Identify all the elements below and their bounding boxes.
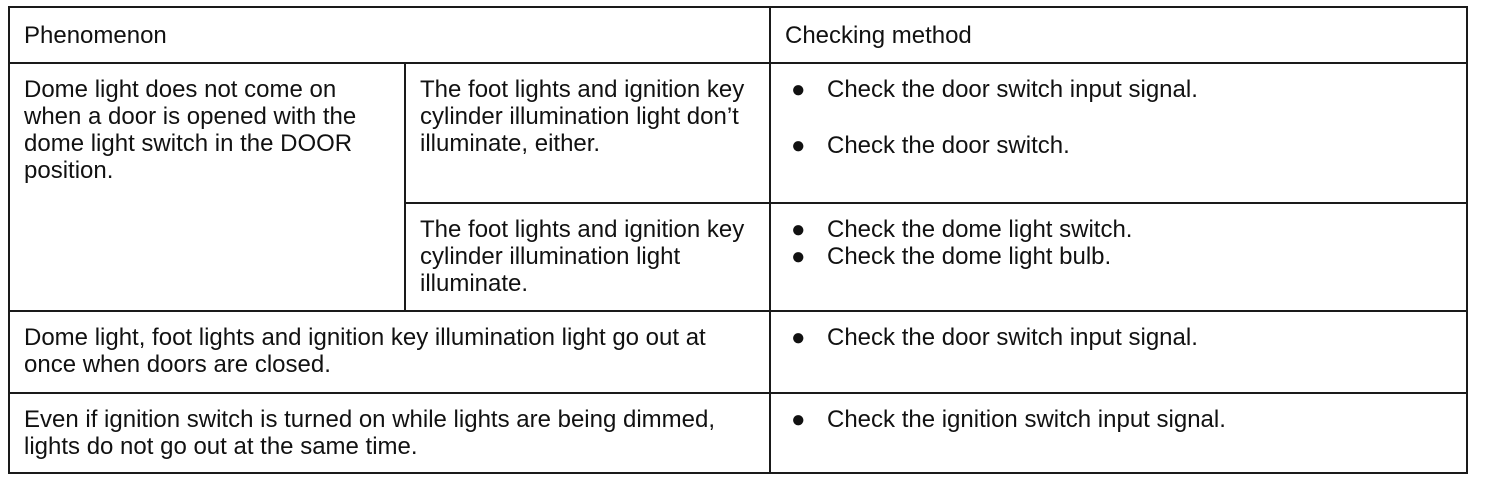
checks-list	[771, 64, 1466, 167]
table-row	[9, 63, 1467, 203]
check-text: Check the dome light switch.	[827, 216, 1133, 243]
table-row	[9, 311, 1467, 393]
phenomenon-text: Even if ignition switch is turned on while lights are being dimmed, lights do not go out at the same time.	[24, 406, 716, 460]
checks-cell	[770, 311, 1467, 393]
bullet-icon: ●	[791, 406, 806, 433]
list-item	[785, 216, 1452, 243]
check-text: Check the door switch.	[827, 132, 1070, 159]
list-item	[785, 406, 1452, 433]
checks-cell	[770, 393, 1467, 473]
table-row	[9, 393, 1467, 473]
header-checking-method-cell	[770, 7, 1467, 63]
list-item	[785, 324, 1452, 351]
check-text: Check the ignition switch input signal.	[827, 406, 1226, 433]
header-row	[9, 7, 1467, 63]
checks-cell	[770, 63, 1467, 203]
bullet-icon: ●	[791, 76, 806, 103]
list-item	[785, 243, 1452, 270]
list-item	[785, 76, 1452, 103]
check-text: Check the dome light bulb.	[827, 243, 1112, 270]
bullet-icon: ●	[791, 324, 806, 351]
checks-list	[771, 394, 1466, 441]
phenomenon-text: Dome light, foot lights and ignition key illumination light go out at once when doors are closed.	[24, 324, 706, 378]
phenomenon-text: Dome light does not come on when a door is opened with the dome light switch in the DOOR position.	[24, 76, 357, 184]
condition-text: The foot lights and ignition key cylinder illumination light illuminate.	[420, 216, 745, 297]
checks-list	[771, 312, 1466, 359]
bullet-icon: ●	[791, 216, 806, 243]
header-phenomenon-cell	[9, 7, 770, 63]
phenomenon-cell	[9, 311, 770, 393]
bullet-icon: ●	[791, 132, 806, 159]
header-checking-method: Checking method	[785, 22, 972, 49]
phenomenon-cell	[9, 393, 770, 473]
bullet-icon: ●	[791, 243, 806, 270]
phenomenon-cell	[9, 63, 405, 311]
condition-text: The foot lights and ignition key cylinder illumination light don’t illuminate, either.	[420, 76, 745, 157]
check-text: Check the door switch input signal.	[827, 324, 1198, 351]
checks-list	[771, 204, 1466, 278]
header-phenomenon: Phenomenon	[24, 22, 167, 49]
check-text: Check the door switch input signal.	[827, 76, 1198, 103]
condition-cell	[405, 203, 770, 311]
condition-cell	[405, 63, 770, 203]
checks-cell	[770, 203, 1467, 311]
troubleshooting-table	[8, 6, 1468, 474]
list-item	[785, 132, 1452, 159]
